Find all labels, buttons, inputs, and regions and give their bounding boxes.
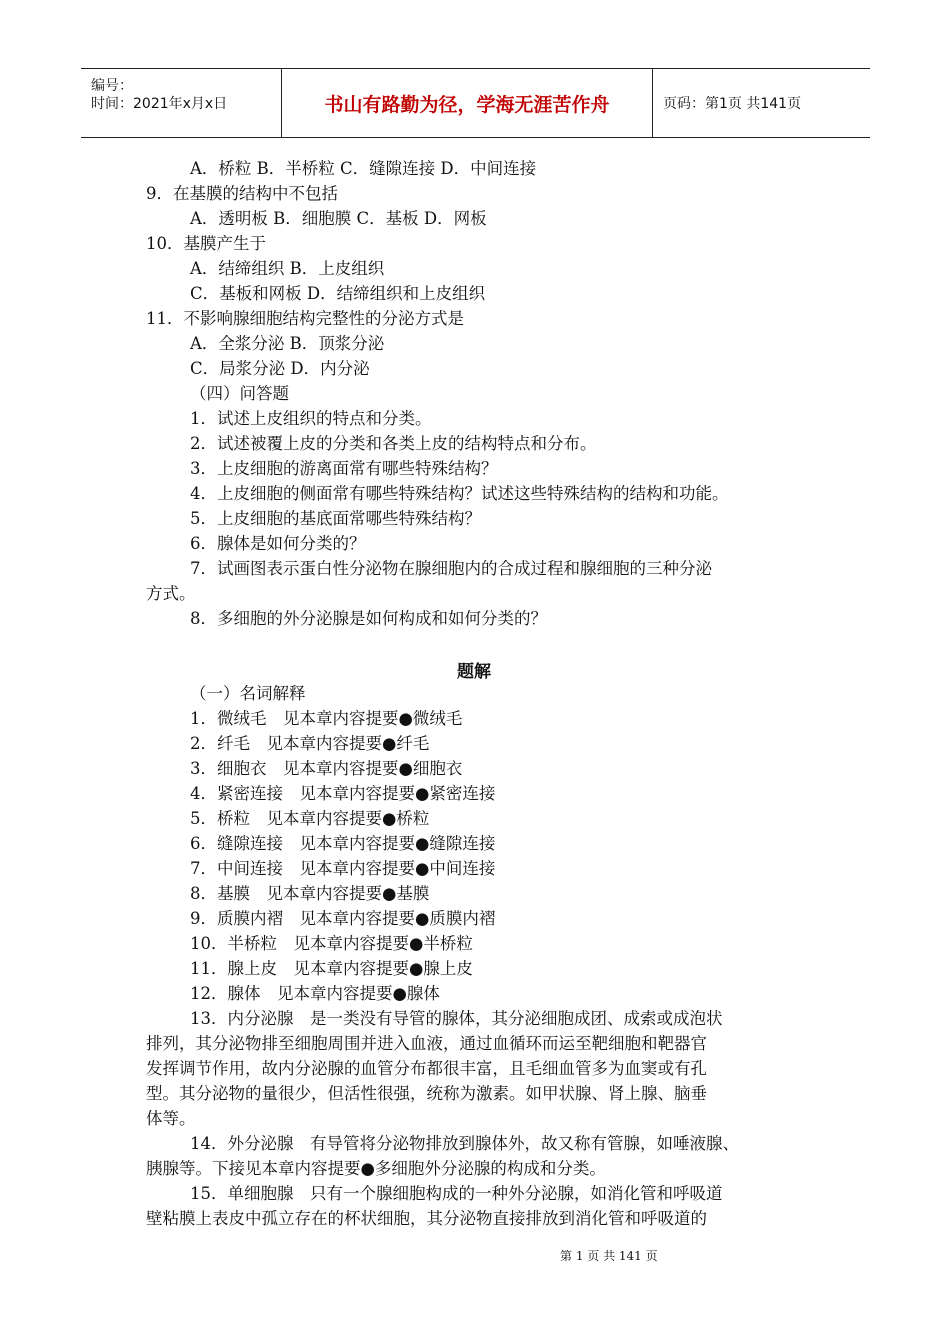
essay-question: 1．试述上皮组织的特点和分类。 [190,409,432,428]
subsection-heading: （四）问答题 [190,384,289,403]
section-title: 题解 [457,662,491,682]
essay-question: 3．上皮细胞的游离面常有哪些特殊结构？ [190,459,498,478]
essay-question: 8．多细胞的外分泌腺是如何构成和如何分类的？ [190,609,547,628]
answer-paragraph: 13．内分泌腺 是一类没有导管的腺体，其分泌细胞成团、成索或成泡状 [190,1009,723,1028]
option-line: A．桥粒 B．半桥粒 C．缝隙连接 D．中间连接 [190,159,537,178]
date-label: 时间：2021年x月x日 [91,96,228,112]
page-footer: 第 1 页 共 141 页 [560,1249,658,1263]
essay-question: 2．试述被覆上皮的分类和各类上皮的结构特点和分布。 [190,434,597,453]
answer-line: 5．桥粒 见本章内容提要●桥粒 [190,809,430,828]
answer-paragraph: 体等。 [146,1109,196,1128]
number-label: 编号： [91,78,133,94]
answer-paragraph: 14．外分泌腺 有导管将分泌物排放到腺体外，故又称有管腺，如唾液腺、 [190,1134,739,1153]
subsection-heading: （一）名词解释 [190,684,306,703]
question-line: 11．不影响腺细胞结构完整性的分泌方式是 [146,309,464,328]
answer-line: 10．半桥粒 见本章内容提要●半桥粒 [190,934,473,953]
option-line: C．局浆分泌 D．内分泌 [190,359,370,378]
answer-line: 12．腺体 见本章内容提要●腺体 [190,984,440,1003]
answer-line: 2．纤毛 见本章内容提要●纤毛 [190,734,430,753]
answer-paragraph: 胰腺等。下接见本章内容提要●多细胞外分泌腺的构成和分类。 [146,1159,606,1178]
essay-question: 7．试画图表示蛋白性分泌物在腺细胞内的合成过程和腺细胞的三种分泌 [190,559,712,578]
answer-line: 6．缝隙连接 见本章内容提要●缝隙连接 [190,834,496,853]
header-meta [81,69,282,137]
page-header [81,68,870,138]
question-line: 10．基膜产生于 [146,234,266,253]
answer-paragraph: 发挥调节作用，故内分泌腺的血管分布都很丰富，且毛细血管多为血窦或有孔 [146,1059,707,1078]
answer-paragraph: 壁粘膜上表皮中孤立存在的杯状细胞，其分泌物直接排放到消化管和呼吸道的 [146,1209,707,1228]
answer-line: 3．细胞衣 见本章内容提要●细胞衣 [190,759,463,778]
essay-question: 4．上皮细胞的侧面常有哪些特殊结构？试述这些特殊结构的结构和功能。 [190,484,729,503]
answer-line: 4．紧密连接 见本章内容提要●紧密连接 [190,784,496,803]
answer-line: 1．微绒毛 见本章内容提要●微绒毛 [190,709,463,728]
answer-paragraph: 15．单细胞腺 只有一个腺细胞构成的一种外分泌腺，如消化管和呼吸道 [190,1184,723,1203]
answer-paragraph: 型。其分泌物的量很少，但活性很强，统称为激素。如甲状腺、肾上腺、脑垂 [146,1084,707,1103]
answer-paragraph: 排列，其分泌物排至细胞周围并进入血液，通过血循环而运至靶细胞和靶器官 [146,1034,707,1053]
option-line: C．基板和网板 D．结缔组织和上皮组织 [190,284,486,303]
header-page-info: 页码：第1页 共141页 [663,96,802,112]
option-line: A．全浆分泌 B．顶浆分泌 [190,334,385,353]
answer-line: 8．基膜 见本章内容提要●基膜 [190,884,430,903]
answer-line: 9．质膜内褶 见本章内容提要●质膜内褶 [190,909,496,928]
header-motto: 书山有路勤为径，学海无涯苦作舟 [282,69,653,137]
essay-question: 6．腺体是如何分类的？ [190,534,366,553]
essay-question: 5．上皮细胞的基底面常哪些特殊结构？ [190,509,481,528]
option-line: A．结缔组织 B．上皮组织 [190,259,385,278]
answer-line: 7．中间连接 见本章内容提要●中间连接 [190,859,496,878]
answer-line: 11．腺上皮 见本章内容提要●腺上皮 [190,959,473,978]
essay-question-cont: 方式。 [146,584,196,603]
question-line: 9．在基膜的结构中不包括 [146,184,338,203]
option-line: A．透明板 B．细胞膜 C．基板 D．网板 [190,209,487,228]
